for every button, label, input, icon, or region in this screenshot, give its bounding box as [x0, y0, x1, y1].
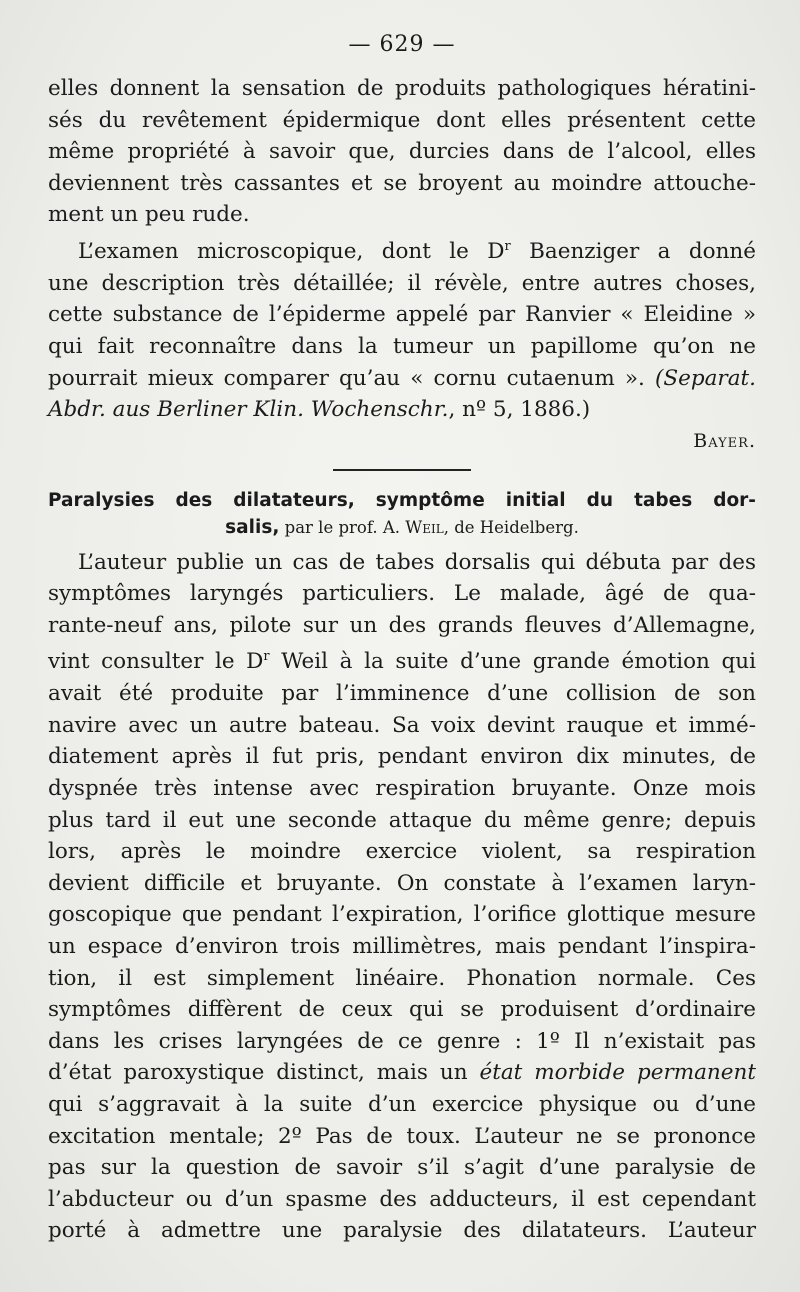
citation-italic: (Separat.: [655, 365, 756, 391]
text-line: L’auteur publie un cas de tabes dorsalis qui débuta par des: [78, 549, 756, 575]
article-title: Paralysies des dilatateurs, symptôme initial du tabes dor-: [48, 489, 756, 511]
article-heading: [48, 487, 756, 541]
text-line: elles donnent la sensation de produits pathologiques hératini-: [48, 76, 756, 101]
article-body: [48, 547, 756, 1247]
article-title-end: salis,: [225, 516, 280, 538]
text-line: avait été produite par l’imminence d’une collision de son: [48, 681, 756, 707]
text-line: même propriété à savoir que, durcies dans de l’alcool, elles: [48, 139, 756, 165]
text-fragment: , nº 5, 1886.): [448, 397, 591, 423]
text-line: ment un peu rude.: [48, 202, 250, 228]
text-line: qui fait reconnaître dans la tumeur un papillome qu’on ne: [48, 333, 756, 359]
text-line: porté à admettre une paralysie des dilatateurs. L’auteur: [48, 1218, 756, 1244]
text-line: rante-neuf ans, pilote sur un des grands fleuves d’Allemagne,: [48, 612, 756, 638]
text-fragment: par le prof. A.: [279, 517, 406, 537]
text-fragment: pourrait mieux comparer qu’au « cornu cutaenum ».: [48, 365, 655, 391]
text-line: [48, 394, 756, 426]
text-line: un espace d’environ trois millimètres, mais pendant l’inspira-: [48, 933, 756, 959]
superscript: r: [263, 649, 270, 665]
page-number: — 629 —: [348, 32, 456, 57]
text-line: symptômes diffèrent de ceux qui se produisent d’ordinaire: [48, 997, 756, 1023]
text-fragment: Weil à la suite d’une grande émotion qui: [269, 649, 756, 675]
superscript: r: [504, 238, 511, 254]
text-line: excitation mentale; 2º Pas de toux. L’auteur ne se prononce: [48, 1123, 756, 1149]
text-line: deviennent très cassantes et se broyent au moindre attouche-: [48, 170, 756, 196]
section-divider: [333, 469, 471, 471]
text-line: qui s’aggravait à la suite d’un exercice physique ou d’une: [48, 1091, 756, 1117]
paragraph-microscopic-exam: [48, 231, 756, 426]
text-line: lors, après le moindre exercice violent, sa respiration: [48, 839, 756, 865]
text-line: diatement après il fut pris, pendant environ dix minutes, de: [48, 744, 756, 770]
text-fragment: d’état paroxystique distinct, mais un: [48, 1060, 480, 1086]
emphasis-italic: état morbide permanent: [479, 1060, 756, 1086]
text-line: une description très détaillée; il révèle, entre autres choses,: [48, 270, 756, 296]
article-byline: [48, 515, 756, 541]
text-fragment: , de Heidelberg.: [443, 517, 579, 537]
text-line: tion, il est simplement linéaire. Phonation normale. Ces: [48, 965, 756, 991]
text-line: devient difficile et bruyante. On constate à l’examen laryn-: [48, 870, 756, 896]
text-line: dans les crises laryngées de ce genre : 1º Il n’existait pas: [48, 1028, 756, 1054]
text-line: [48, 1057, 756, 1089]
text-line: cette substance de l’épiderme appelé par Ranvier « Eleidine »: [48, 302, 756, 328]
text-line: navire avec un autre bateau. Sa voix devint rauque et immé-: [48, 712, 756, 738]
author-signature: Bayer.: [693, 429, 756, 452]
text-line: sés du revêtement épidermique dont elles présentent cette: [48, 107, 756, 133]
text-line: [48, 231, 756, 268]
text-line: [48, 641, 756, 678]
text-line: dyspnée très intense avec respiration bruyante. Onze mois: [48, 776, 756, 801]
citation-italic: Abdr. aus Berliner Klin. Wochenschr.: [48, 397, 449, 423]
paragraph-continuation: [48, 73, 756, 231]
text-line: plus tard il eut une seconde attaque du même genre; depuis: [48, 807, 756, 833]
text-line: goscopique que pendant l’expiration, l’orifice glottique mesure: [48, 902, 756, 928]
text-fragment: Baenziger a donné: [510, 239, 756, 265]
text-line: l’abducteur ou d’un spasme des adducteurs, il est cependant: [48, 1186, 756, 1212]
text-fragment: vint consulter le D: [48, 649, 264, 675]
author-name: Weil: [405, 517, 444, 537]
text-line: pas sur la question de savoir s’il s’agit d’une paralysie de: [48, 1155, 756, 1181]
text-fragment: L’examen microscopique, dont le D: [78, 239, 505, 265]
text-line: [48, 363, 756, 395]
text-line: symptômes laryngés particuliers. Le malade, âgé de qua-: [48, 581, 756, 607]
